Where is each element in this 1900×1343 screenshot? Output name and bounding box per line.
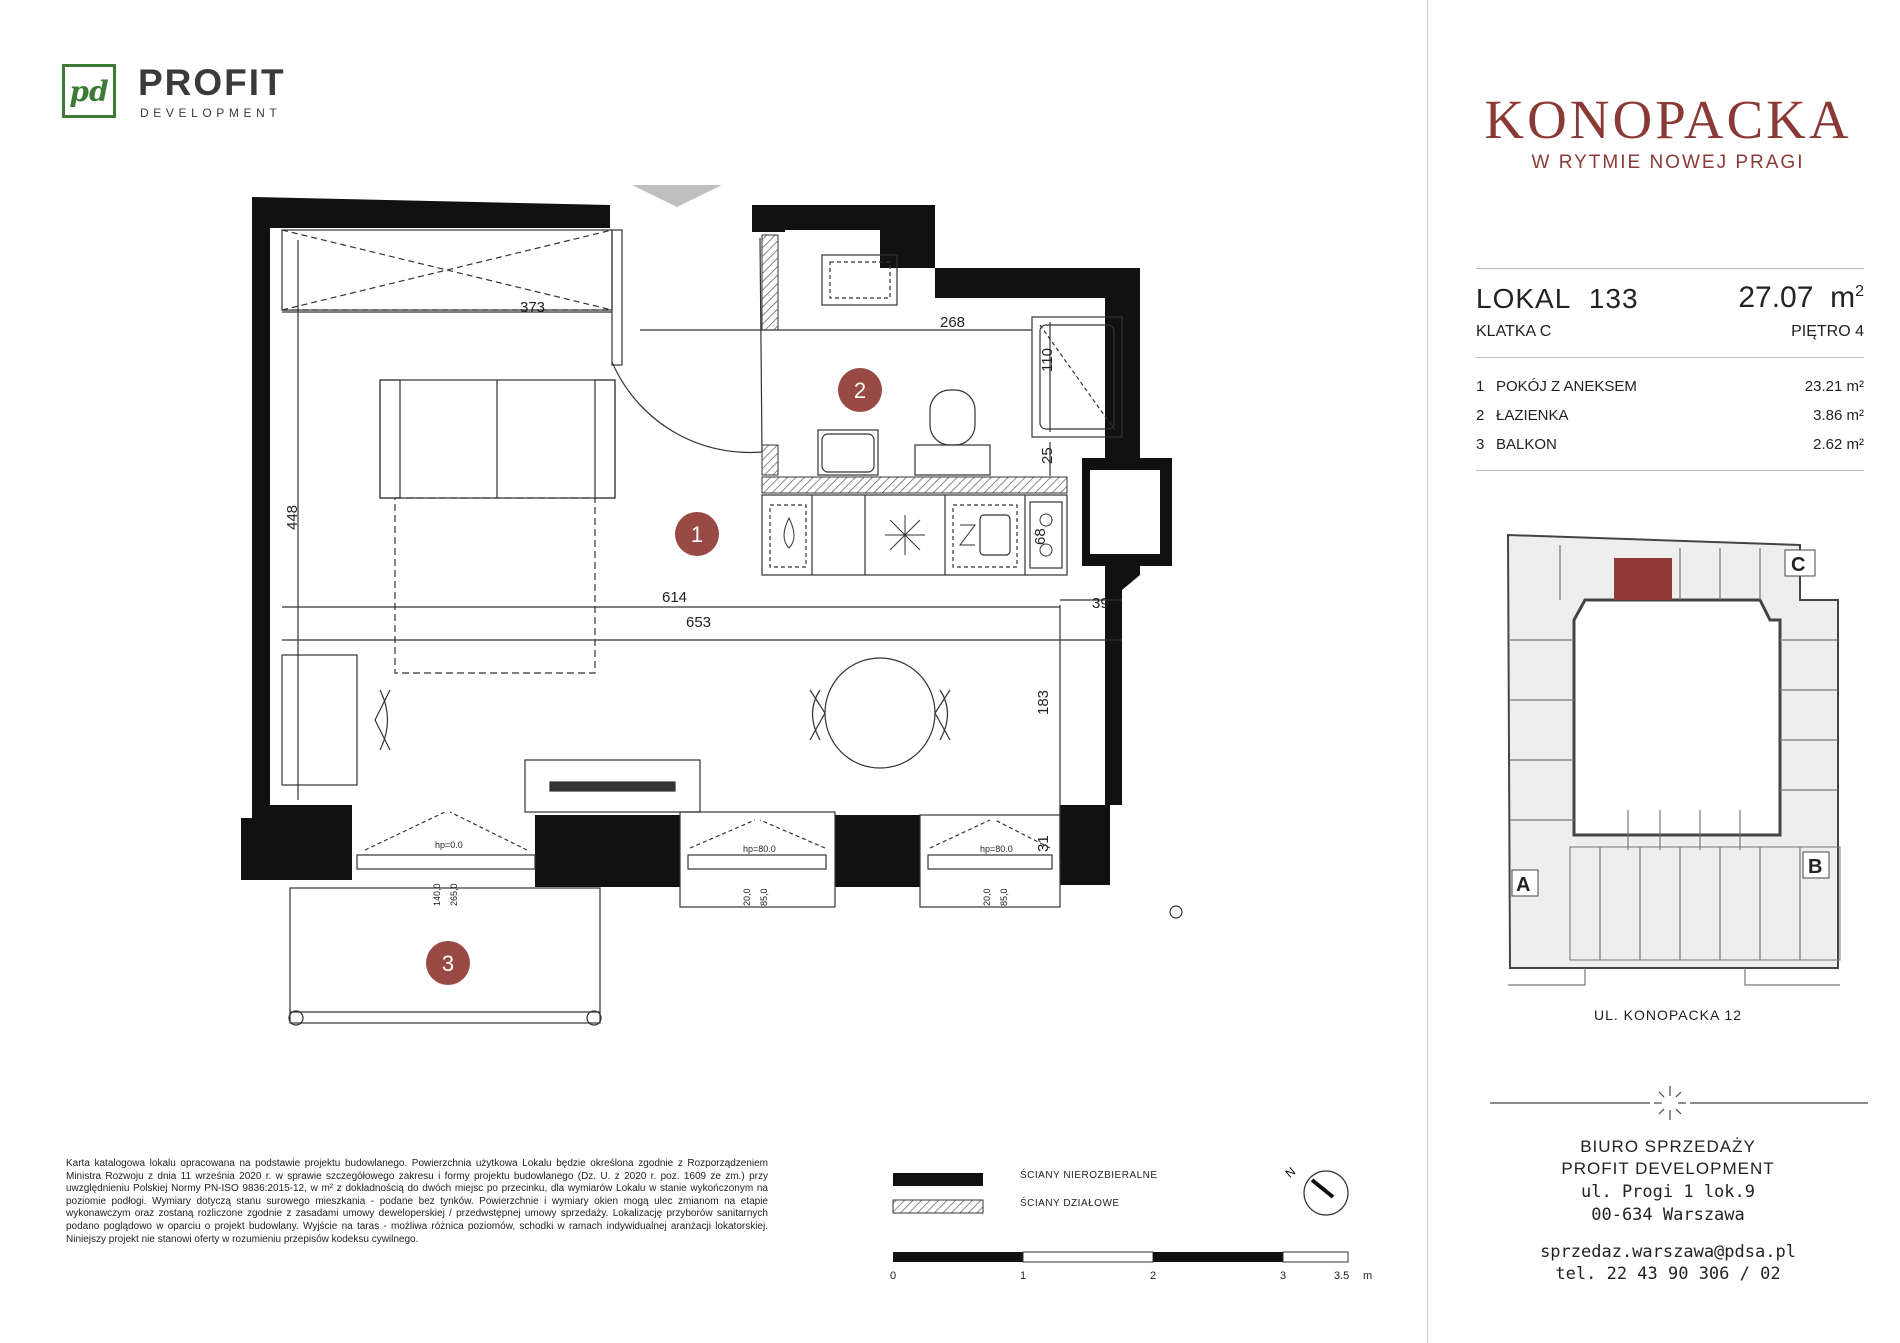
legend-partition-label: ŚCIANY DZIAŁOWE (1020, 1198, 1120, 1209)
room-num: 3 (1476, 436, 1485, 453)
site-plan-unit-highlight (1614, 558, 1672, 600)
office-address: ul. Progi 1 lok.9 (1581, 1182, 1755, 1202)
dim-448: 448 (284, 504, 301, 530)
dim-183: 183 (1035, 689, 1052, 715)
logo-mark: pd (69, 74, 109, 108)
legend-swatch-partition (893, 1200, 983, 1213)
dim-110: 110 (1039, 348, 1056, 372)
office-phone[interactable]: tel. 22 43 90 306 / 02 (1555, 1264, 1781, 1284)
office-email-link[interactable]: sprzedaz.warszawa@pdsa.pl (1540, 1242, 1796, 1262)
dim-653: 653 (686, 614, 712, 631)
vertical-divider (1427, 0, 1428, 1343)
room-badges (426, 368, 882, 985)
dim-39: 39 (1092, 595, 1109, 612)
site-plan (1508, 535, 1840, 985)
scale-label-3: 3 (1280, 1270, 1287, 1282)
unit-area-value: 27.07 (1738, 281, 1814, 314)
unit-top-rule (1476, 268, 1864, 269)
legend-structural-label: ŚCIANY NIEROZBIERALNE (1020, 1170, 1158, 1181)
unit-area (1738, 281, 1864, 315)
unit-mid-rule (1476, 357, 1864, 358)
unit-area-unit: m (1830, 281, 1856, 314)
window-3-hp: hp=80.0 (980, 844, 1013, 854)
window-3-dim-b: 85,0 (999, 888, 1009, 906)
room-list-item (1476, 436, 1557, 453)
dim-31: 31 (1035, 835, 1052, 852)
entry-arrow (632, 185, 722, 207)
compass-icon (1304, 1171, 1348, 1215)
scale-label-0: 0 (890, 1270, 897, 1282)
room-area: 3.86 m² (1813, 407, 1864, 424)
divider-star-icon (1490, 1086, 1868, 1120)
street-label: UL. KONOPACKA 12 (1593, 1007, 1742, 1023)
room-badge-1-label: 1 (690, 522, 704, 547)
room-num: 2 (1476, 407, 1485, 424)
room-num: 1 (1476, 378, 1485, 395)
logo-name: PROFIT (138, 62, 286, 103)
site-plan-stair-c: C (1791, 554, 1806, 576)
office-company: PROFIT DEVELOPMENT (1561, 1159, 1775, 1178)
scale-unit: m (1363, 1270, 1373, 1282)
profit-logo (62, 64, 116, 118)
brand-title: KONOPACKA (1484, 89, 1852, 150)
window-1-dim-b: 265,0 (449, 883, 459, 906)
dim-614: 614 (662, 589, 688, 606)
room-area: 23.21 m² (1804, 378, 1864, 395)
scale-label-2: 2 (1150, 1270, 1157, 1282)
window-2-dim-b: 85,0 (759, 888, 769, 906)
office-city: 00-634 Warszawa (1591, 1205, 1745, 1225)
chairs (375, 690, 950, 750)
unit-number: 133 (1588, 283, 1639, 314)
room-name: ŁAZIENKA (1496, 407, 1569, 424)
appliance-symbols (784, 514, 1052, 556)
room-name: POKÓJ Z ANEKSEM (1496, 378, 1637, 395)
room-badge-3-label: 3 (441, 951, 455, 976)
room-area: 2.62 m² (1813, 436, 1864, 453)
scale-bar (893, 1252, 1348, 1262)
legend-swatch-structural (893, 1173, 983, 1186)
brand-subtitle: W RYTMIE NOWEJ PRAGI (1531, 152, 1805, 173)
window-1-dim-a: 140,0 (432, 883, 442, 906)
dim-373: 373 (520, 299, 546, 316)
window-1-hp: hp=0.0 (435, 840, 463, 850)
site-plan-stair-a: A (1516, 874, 1531, 896)
scale-label-1: 1 (1020, 1270, 1027, 1282)
compass-label: N (1282, 1164, 1299, 1181)
unit-area-exp: 2 (1855, 283, 1864, 300)
unit-bottom-rule (1476, 470, 1864, 471)
unit-floor: PIĘTRO 4 (1791, 323, 1864, 340)
unit-stair: KLATKA C (1476, 323, 1552, 340)
logo-subtitle: DEVELOPMENT (140, 106, 282, 120)
office-title: BIURO SPRZEDAŻY (1580, 1137, 1756, 1156)
room-badge-2-label: 2 (853, 378, 867, 403)
window-3-dim-a: 20,0 (982, 888, 992, 906)
scale-label-3-5: 3.5 (1334, 1270, 1350, 1282)
unit-title (1476, 283, 1639, 315)
unit-label: LOKAL (1476, 283, 1572, 314)
site-plan-stair-b: B (1808, 856, 1823, 878)
room-list-item (1476, 378, 1637, 395)
window-2-dim-a: 20,0 (742, 888, 752, 906)
window-2-hp: hp=80.0 (743, 844, 776, 854)
dim-25: 25 (1039, 447, 1056, 464)
disclaimer-text: Karta katalogowa lokalu opracowana na podstawie projektu budowlanego. Powierzchnia użytkowa Lokalu będzie określona zgodnie z Rozporządzeniem Ministra Rozwoju z dnia 11 września 2020 r. w sprawie szczegółowego zakresu i formy projektu budowlanego (Dz. U. z 2020 r. poz. 1609 ze zm.) przy uwzględnieniu Polskiej Normy PN-ISO 9836:2015-12, w m² z dokładnością do dwóch miejsc po przecinku, dla wymiarów Lokalu w stanie wykończonym na poziomie podłogi. Wymiary dotyczą stanu surowego mieszkania - podane bez tynków. Powierzchnie i wymiary okien mogą ulec zmianom na etapie wykonawczym oraz zostaną rozliczone zgodnie z zasadami umowy deweloperskiej / przedwstępnej umowy sprzedaży. Lokalizację przyborów sanitarnych podano poglądowo w oparciu o projekt budowlany. Wyjście na taras - możliwa różnica poziomów, schodki w ramach indywidualnej aranżacji lokatorskiej. Niniejszy projekt nie stanowi oferty w rozumieniu przepisów kodeksu cywilnego. (66, 1158, 768, 1245)
room-list-item (1476, 407, 1569, 424)
room-name: BALKON (1496, 436, 1557, 453)
window-labels (432, 840, 1013, 906)
dim-68: 68 (1032, 528, 1049, 545)
dim-268: 268 (940, 314, 966, 331)
